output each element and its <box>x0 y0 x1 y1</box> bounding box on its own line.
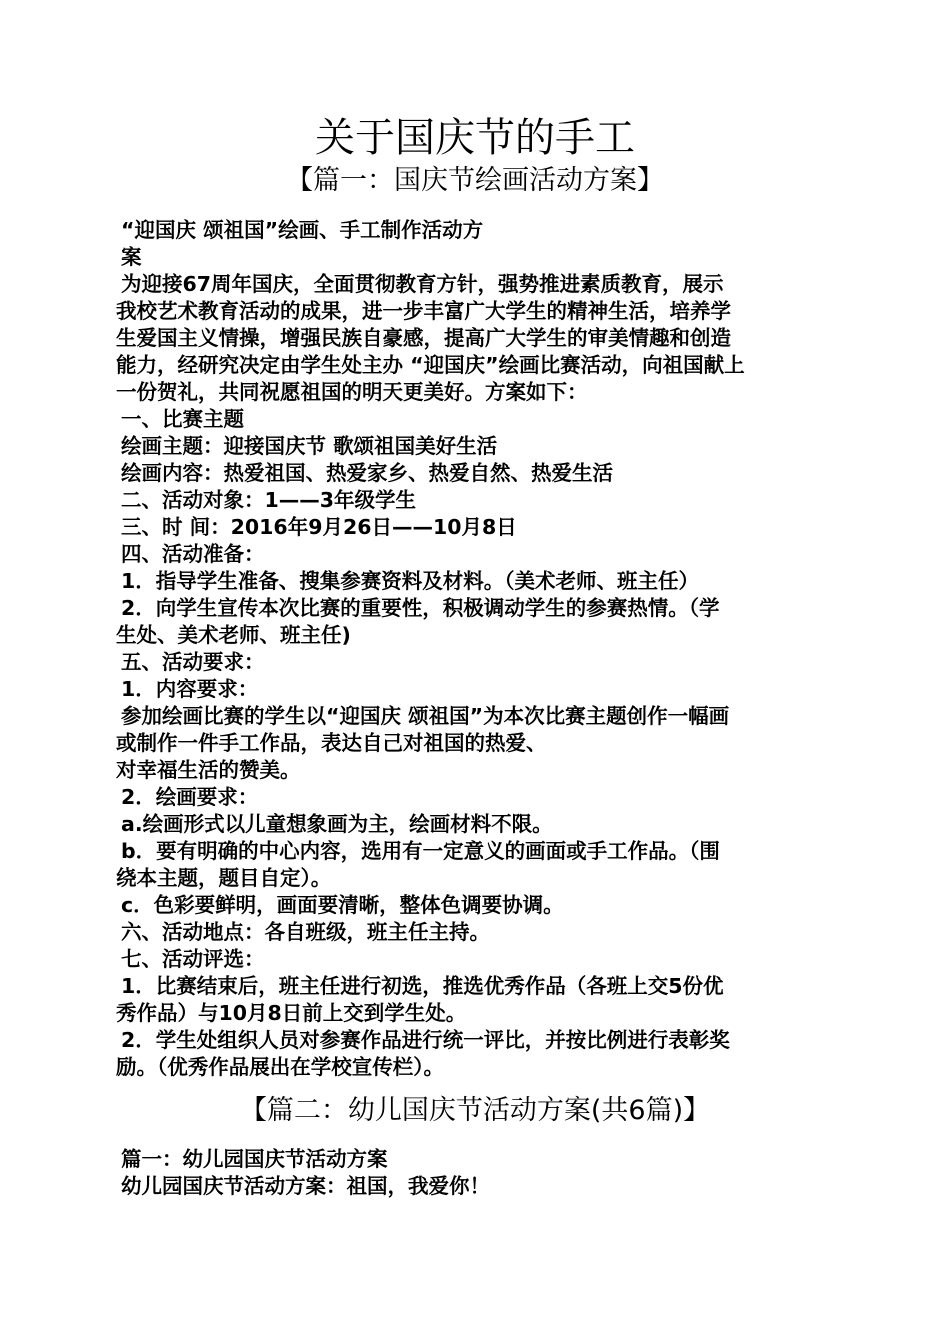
body-line: 1．比赛结束后，班主任进行初选，推选优秀作品（各班上交5份优 <box>121 974 724 998</box>
body-line: 对幸福生活的赞美。 <box>116 758 301 782</box>
section-heading-1: 【篇一：国庆节绘画活动方案】 <box>286 165 664 196</box>
body-line: 能力，经研究决定由学生处主办 “迎国庆”绘画比赛活动，向祖国献上 <box>116 353 745 377</box>
body-line: 励。（优秀作品展出在学校宣传栏）。 <box>116 1055 444 1079</box>
body-line: 一、比赛主题 <box>121 407 244 431</box>
body-line: 参加绘画比赛的学生以“迎国庆 颂祖国”为本次比赛主题创作一幅画 <box>121 704 730 728</box>
body-line: 2．学生处组织人员对参赛作品进行统一评比，并按比例进行表彰奖 <box>121 1028 730 1052</box>
document-title: 关于国庆节的手工 <box>315 115 635 161</box>
body-line: 绕本主题，题目自定）。 <box>116 866 332 890</box>
body-line: 案 <box>121 245 142 269</box>
body-line: 七、活动评选： <box>121 947 265 971</box>
body-line: 生处、美术老师、班主任) <box>116 623 351 647</box>
section-heading-2: 【篇二：幼儿国庆节活动方案(共6篇)】 <box>239 1095 711 1126</box>
body-line: 三、时 间：2016年9月26日——10月8日 <box>121 515 517 539</box>
body-line: 四、活动准备： <box>121 542 265 566</box>
body-line: 幼儿园国庆节活动方案：祖国，我爱你！ <box>121 1174 490 1198</box>
body-line: 为迎接67周年国庆，全面贯彻教育方针，强势推进素质教育，展示 <box>121 272 724 296</box>
body-line: 或制作一件手工作品，表达自己对祖国的热爱、 <box>116 731 547 755</box>
body-line: b．要有明确的中心内容，选用有一定意义的画面或手工作品。（围 <box>121 839 720 863</box>
body-line: 五、活动要求： <box>121 650 265 674</box>
body-line: 2．向学生宣传本次比赛的重要性，积极调动学生的参赛热情。（学 <box>121 596 720 620</box>
body-line: 2．绘画要求： <box>121 785 259 809</box>
body-line: 1．内容要求： <box>121 677 259 701</box>
body-line: 篇一：幼儿园国庆节活动方案 <box>121 1147 388 1171</box>
body-line: “迎国庆 颂祖国”绘画、手工制作活动方 <box>121 218 484 242</box>
body-line: 二、活动对象：1——3年级学生 <box>121 488 417 512</box>
body-line: 一份贺礼，共同祝愿祖国的明天更美好。方案如下： <box>116 380 588 404</box>
body-line: 绘画内容：热爱祖国、热爱家乡、热爱自然、热爱生活 <box>121 461 613 485</box>
body-line: 生爱国主义情操，增强民族自豪感，提高广大学生的审美情趣和创造 <box>116 326 731 350</box>
body-line: c．色彩要鲜明，画面要清晰，整体色调要协调。 <box>121 893 564 917</box>
body-line: 我校艺术教育活动的成果，进一步丰富广大学生的精神生活，培养学 <box>116 299 731 323</box>
body-line: 1．指导学生准备、搜集参赛资料及材料。（美术老师、班主任） <box>121 569 700 593</box>
body-line: a.绘画形式以儿童想象画为主，绘画材料不限。 <box>121 812 553 836</box>
body-line: 六、活动地点：各自班级，班主任主持。 <box>121 920 490 944</box>
body-line: 秀作品）与10月8日前上交到学生处。 <box>116 1001 467 1025</box>
body-line: 绘画主题：迎接国庆节 歌颂祖国美好生活 <box>121 434 498 458</box>
